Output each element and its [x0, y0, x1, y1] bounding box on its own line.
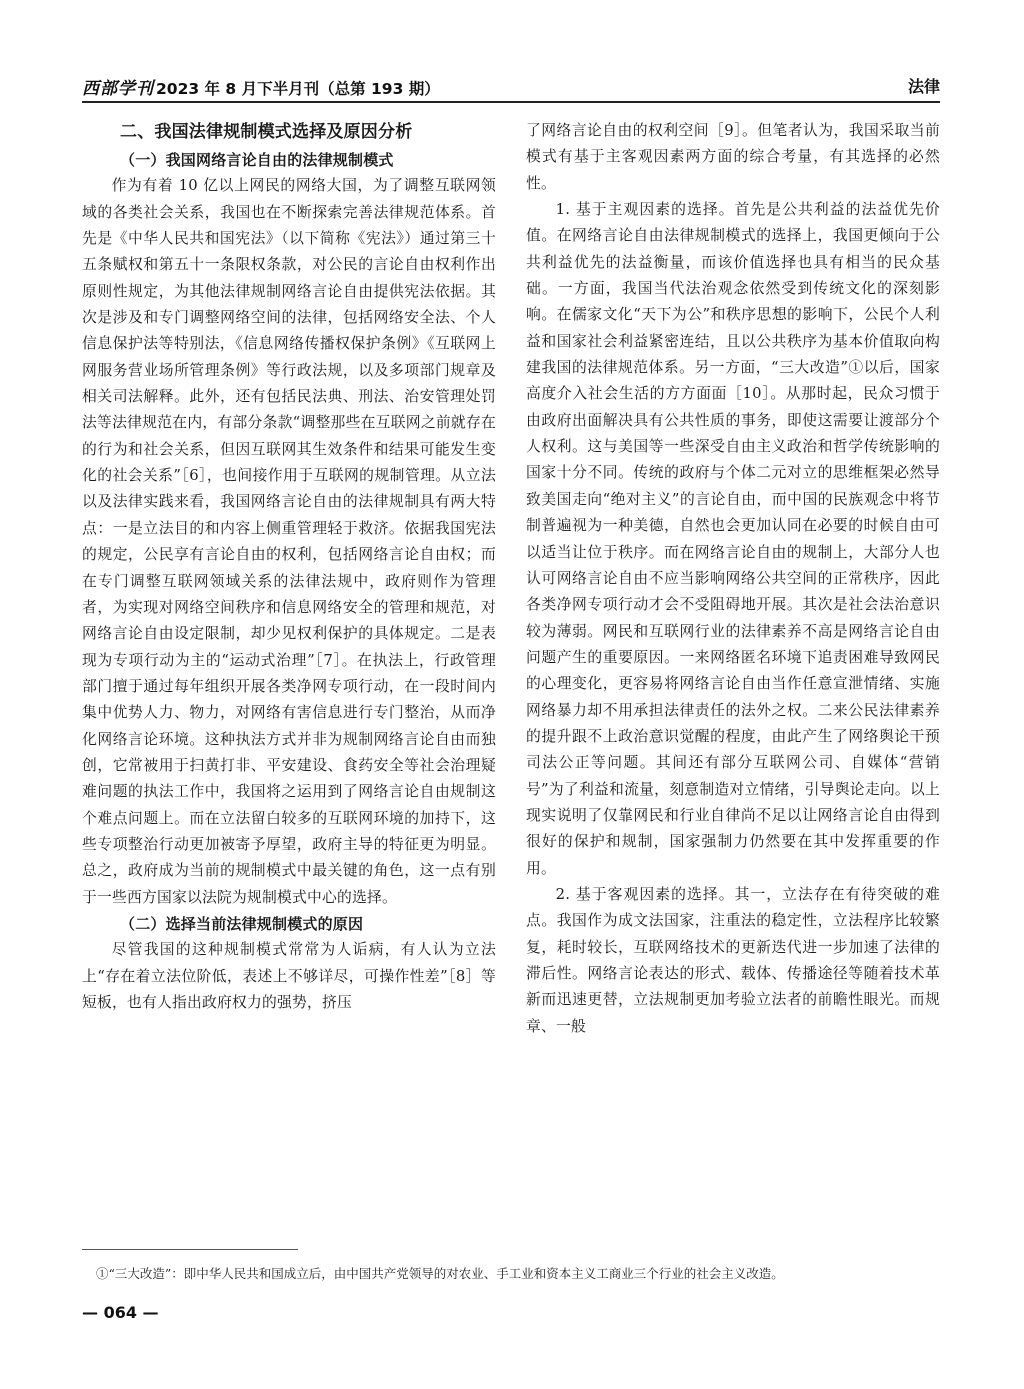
issue-info: 2023 年 8 月下半月刊（总第 193 期） [156, 80, 440, 98]
body-paragraph: 2. 基于客观因素的选择。其一，立法存在有待突破的难点。我国作为成文法国家，注重法的稳定性，立法程序比较繁复，耗时较长，互联网络技术的更新迭代进一步加速了法律的滞后性。网络言论表达的形式、载体、传播途径等随着技术革新而迅速更替，立法规制更加考验立法者的前瞻性眼光。而规章、一般 [526, 885, 940, 1035]
running-header [82, 72, 940, 102]
body-paragraph: 尽管我国的这种规制模式常常为人诟病，有人认为立法上“存在着立法位阶低，表述上不够详尽，可操作性差”［8］等短板，也有人指出政府权力的强势，挤压 [82, 941, 496, 1011]
subheading-1: （一）我国网络言论自由的法律规制模式 [120, 151, 394, 169]
header-rule [82, 101, 940, 103]
footnote: ①“三大改造”：即中华人民共和国成立后，由中国共产党领导的对农业、手工业和资本主义工商业三个行业的社会主义改造。 [96, 1266, 784, 1281]
section-heading: 二、我国法律规制模式选择及原因分析 [120, 122, 413, 142]
footnote-rule [82, 1249, 298, 1250]
subheading-2: （二）选择当前法律规制模式的原因 [120, 914, 364, 933]
body-paragraph-continued: 了网络言论自由的权利空间［9］。但笔者认为，我国采取当前模式有基于主客观因素两方面的综合考量，有其选择的必然性。 [526, 122, 940, 192]
header-journal [82, 74, 440, 99]
page-number: — 064 — [82, 1303, 159, 1322]
left-column [82, 118, 496, 1223]
body-paragraph: 1. 基于主观因素的选择。首先是公共利益的法益优先价值。在网络言论自由法律规制模式的选择上，我国更倾向于公共利益优先的法益衡量，而该价值选择也具有相当的民众基础。一方面，我国当代法治观念依然受到传统文化的深刻影响。在儒家文化“天下为公”和秩序思想的影响下，公民个人利益和国家社会利益紧密连结，且以公共秩序为基本价值取向构建我国的法律规范体系。另一方面，“三大改造”①以后，国家高度介入社会生活的方方面面［10］。从那时起，民众习惯于由政府出面解决具有公共性质的事务，即使这需要让渡部分个人权利。这与美国等一些深受自由主义政治和哲学传统影响的国家十分不同。传统的政府与个体二元对立的思维框架必然导致美国走向“绝对主义”的言论自由，而中国的民族观念中将节制普遍视为一种美德，自然也会更加认同在必要的时候自由可以适当让位于秩序。而在网络言论自由的规制上，大部分人也认可网络言论自由不应当影响网络公共空间的正常秩序，因此各类净网专项行动才会不受阻碍地开展。其次是社会法治意识较为薄弱。网民和互联网行业的法律素养不高是网络言论自由问题产生的重要原因。一来网络匿名环境下追责困难导致网民的心理变化，更容易将网络言论自由当作任意宣泄情绪、实施网络暴力却不用承担法律责任的法外之权。二来公民法律素养的提升跟不上政治意识觉醒的程度，由此产生了网络舆论干预司法公正等问题。其间还有部分互联网公司、自媒体“营销号”为了利益和流量，刻意制造对立情绪，引导舆论走向。以上现实说明了仅靠网民和行业自律尚不足以让网络言论自由得到很好的保护和规制，国家强制力仍然要在其中发挥重要的作用。 [526, 201, 940, 877]
right-column [526, 118, 940, 1223]
body-paragraph: 作为有着 10 亿以上网民的网络大国，为了调整互联网领域的各类社会关系，我国也在不断探索完善法律规范体系。首先是《中华人民共和国宪法》（以下简称《宪法》）通过第三十五条赋权和第五十一条限权条款，对公民的言论自由权利作出原则性规定，为其他法律规制网络言论自由提供宪法依据。其次是涉及和专门调整网络空间的法律，包括网络安全法、个人信息保护法等特别法，《信息网络传播权保护条例》《互联网上网服务营业场所管理条例》等行政法规，以及多项部门规章及相关司法解释。此外，还有包括民法典、刑法、治安管理处罚法等法律规范在内，有部分条款“调整那些在互联网之前就存在的行为和社会关系，但因互联网其生效条件和结果可能发生变化的社会关系”［6］，也间接作用于互联网的规制管理。从立法以及法律实践来看，我国网络言论自由的法律规制具有两大特点：一是立法目的和内容上侧重管理轻于救济。依据我国宪法的规定，公民享有言论自由的权利，包括网络言论自由权；而在专门调整互联网领域关系的法律法规中，政府则作为管理者，为实现对网络空间秩序和信息网络安全的管理和规范，对网络言论自由设定限制，却少见权利保护的具体规定。二是表现为专项行动为主的“运动式治理”［7］。在执法上，行政管理部门擅于通过每年组织开展各类净网专项行动，在一段时间内集中优势人力、物力，对网络有害信息进行专门整治，从而净化网络言论环境。这种执法方式并非为规制网络言论自由而独创，它常被用于扫黄打非、平安建设、食药安全等社会治理疑难问题的执法工作中，我国将之运用到了网络言论自由规制这个难点问题上。而在立法留白较多的互联网环境的加持下，这些专项整治行动更加被寄予厚望，政府主导的特征更为明显。总之，政府成为当前的规制模式中最关键的角色，这一点有别于一些西方国家以法院为规制模式中心的选择。 [82, 177, 496, 906]
journal-logo: 西部学刊 [82, 79, 154, 99]
section-name: 法律 [907, 77, 940, 96]
